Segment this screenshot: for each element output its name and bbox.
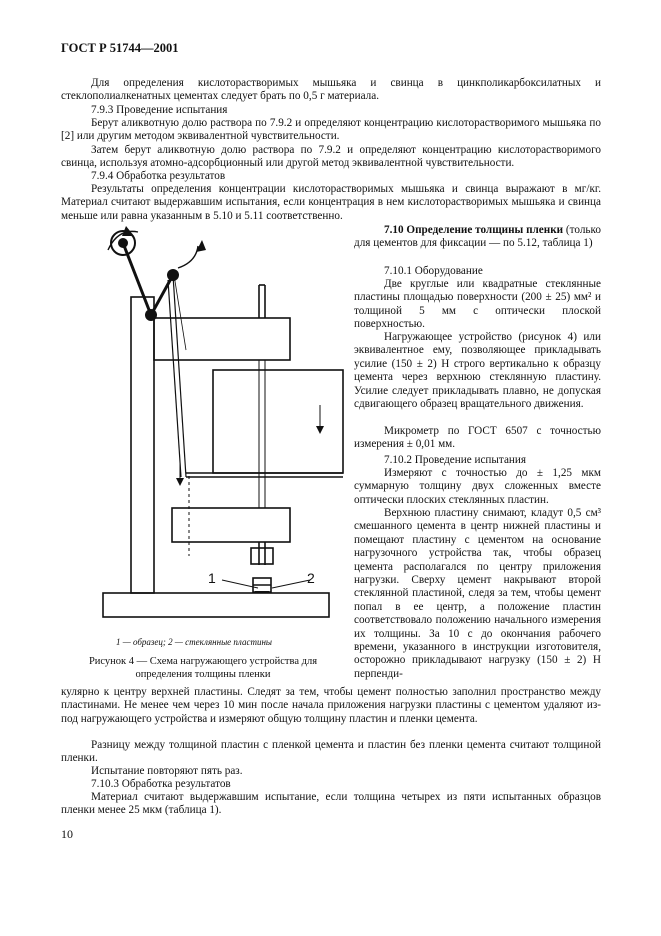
paragraph: кулярно к центру верхней пластины. Следят за тем, чтобы цемент полностью заполнил пространство между пластинами. Не менее чем через 10 мин после начала приложения нагрузки пластины с цементом удаляют из-под нагружающего устройства и измеряют общую толщину пластин и пленки цемента. <box>61 686 601 725</box>
device-base <box>103 593 329 617</box>
figure-title: Рисунок 4 — Схема нагружающего устройства для определения толщины пленки <box>88 656 318 680</box>
page-number: 10 <box>61 827 73 841</box>
section-heading: 7.9.3 Проведение испытания <box>91 104 228 116</box>
section-title <box>354 224 601 251</box>
arrow-down-icon <box>316 426 324 434</box>
figure-legend: 1 — образец; 2 — стеклянные пластины <box>116 637 273 647</box>
upper-arm <box>154 318 290 360</box>
paragraph: Разницу между толщиной пластин с пленкой цемента и пластин без пленки цемента считают толщиной пленки. <box>61 739 601 765</box>
paragraph: Затем берут аликвотную долю раствора по 7.9.2 и определяют концентрацию кислоторастворимого свинца, используя атомно-адсорбционный или другой метод эквивалентной чувствительности. <box>61 144 601 170</box>
paragraph: Две круглые или квадратные стеклянные пластины площадью поверхности (200 ± 25) мм² и толщиной 5 мм с оптически плоской поверхностью. <box>354 278 601 331</box>
page-header: ГОСТ Р 51744—2001 <box>61 41 179 55</box>
section-heading: 7.9.4 Обработка результатов <box>91 170 226 182</box>
section-heading: 7.10.2 Проведение испытания <box>384 454 527 466</box>
section-title-rest: (только для цементов для фиксации — по 5.12, таблица 1) <box>354 224 601 250</box>
figure-label-1: 1 <box>208 570 216 586</box>
paragraph: Верхнюю пластину снимают, кладут 0,5 см³ смешанного цемента в центр нижней пластины и помещают пластину с цементом на основание нагрузочного устройства так, чтобы образец цемента располагался по центру приложения нагрузки. Сверху цемент накрывают второй стеклянной пластиной, следя за тем, чтобы цемент попал в ее центр, а положение пластин соответствовало положению начального измерения их толщины. За 10 с до окончания рабочего времени, указанного в инструкции изготовителя, осторожно прикладывают нагрузку (150 ± 2) Н перпенди- <box>354 507 601 680</box>
paragraph: Результаты определения концентрации кислоторастворимых мышьяка и свинца выражают в мг/кг. Материал считают выдержавшим испытания, если концентрация в нем кислоторастворимых мышьяка и свинца меньше или равна указанным в 5.10 и 5.11 соответственно. <box>61 183 601 222</box>
lower-arm <box>172 508 290 542</box>
pulley-icon <box>167 269 179 281</box>
paragraph: Нагружающее устройство (рисунок 4) или эквивалентное ему, позволяющее прикладывать усилие (150 ± 2) Н строго вертикально к образцу цемента через верхнюю стеклянную пластину. Усилие следует прикладывать плавно, не допуская сдвигающего образец вращательного движения. <box>354 331 601 411</box>
paragraph: Измеряют с точностью до ± 1,25 мкм суммарную толщину двух сложенных вместе оптически плоских стеклянных пластин. <box>354 467 601 506</box>
section-heading: 7.10.3 Обработка результатов <box>91 778 231 790</box>
paragraph: Испытание повторяют пять раз. <box>91 765 243 777</box>
paragraph: Для определения кислоторастворимых мышьяка и свинца в цинкполикарбоксилатных и стеклополиалкенатных цементах следует брать по 0,5 г материала. <box>61 77 601 103</box>
paragraph: Микрометр по ГОСТ 6507 с точностью измерения ± 0,01 мм. <box>354 425 601 451</box>
device-column <box>131 297 154 593</box>
section-title-number: 7.10 Определение толщины пленки <box>384 224 564 236</box>
figure-label-2: 2 <box>307 570 315 586</box>
loading-device-figure <box>80 220 350 620</box>
section-heading: 7.10.1 Оборудование <box>384 265 483 277</box>
paragraph: Берут аликвотную долю раствора по 7.9.2 и определяют концентрацию кислоторастворимого мышьяка по [2] или другим методом эквивалентной чувствительности. <box>61 117 601 143</box>
paragraph: Материал считают выдержавшим испытание, если толщина четырех из пяти испытанных образцов пленки менее 25 мкм (таблица 1). <box>61 791 601 817</box>
load-weight <box>213 370 343 473</box>
